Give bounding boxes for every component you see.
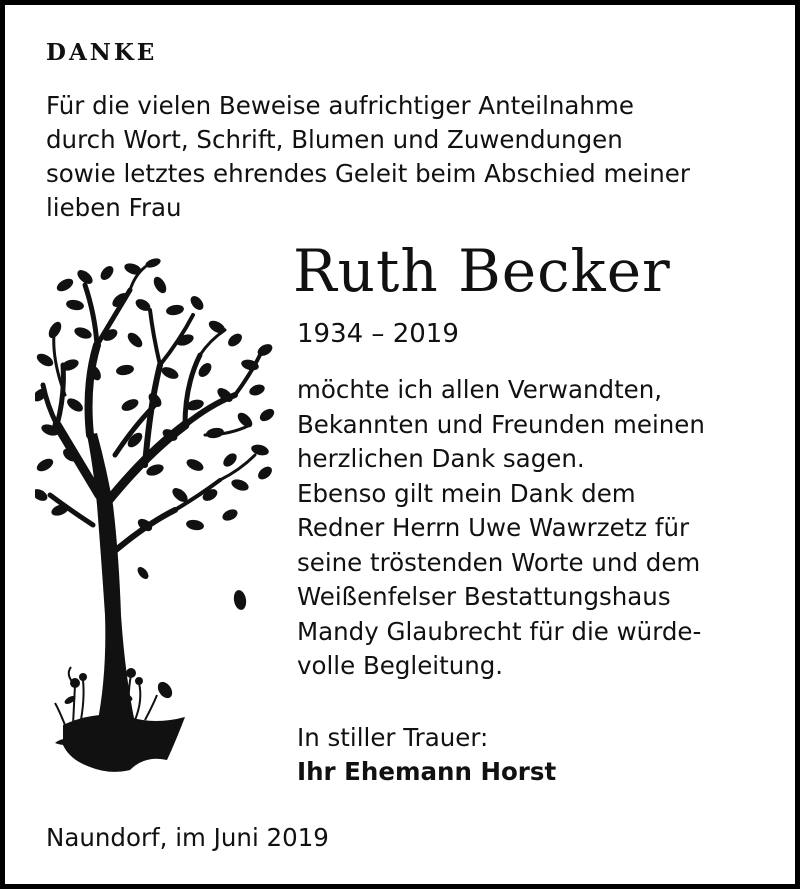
place-date: Naundorf, im Juni 2019 xyxy=(46,823,329,852)
body-line: herzlichen Dank sagen. xyxy=(297,444,585,473)
heading: DANKE xyxy=(46,39,158,66)
closing-phrase: In stiller Trauer: xyxy=(297,723,489,752)
body-line: Mandy Glaubrecht für die würde- xyxy=(297,616,702,646)
signer-name: Ihr Ehemann Horst xyxy=(297,757,557,786)
intro-line: lieben Frau xyxy=(46,193,182,222)
deceased-name: Ruth Becker xyxy=(293,237,671,305)
body-line: seine tröstenden Worte und dem xyxy=(297,547,701,577)
life-dates: 1934 – 2019 xyxy=(297,319,459,349)
body-text xyxy=(297,373,705,684)
body-line: Redner Herrn Uwe Wawrzetz für xyxy=(297,513,690,542)
intro-line: Für die vielen Beweise aufrichtiger Anteilnahme xyxy=(46,91,634,120)
intro-line: durch Wort, Schrift, Blumen und Zuwendungen xyxy=(46,125,623,154)
body-line: Bekannten und Freunden meinen xyxy=(297,409,705,439)
intro-line: sowie letztes ehrendes Geleit beim Abschied meiner xyxy=(46,159,690,188)
body-line: Ebenso gilt mein Dank dem xyxy=(297,478,636,508)
body-line: Weißenfelser Bestattungshaus xyxy=(297,582,671,611)
tree-silhouette-icon xyxy=(35,255,280,800)
body-line: möchte ich allen Verwandten, xyxy=(297,375,663,404)
closing-block xyxy=(297,721,556,789)
intro-text xyxy=(46,89,786,225)
body-line: volle Begleitung. xyxy=(297,651,504,680)
